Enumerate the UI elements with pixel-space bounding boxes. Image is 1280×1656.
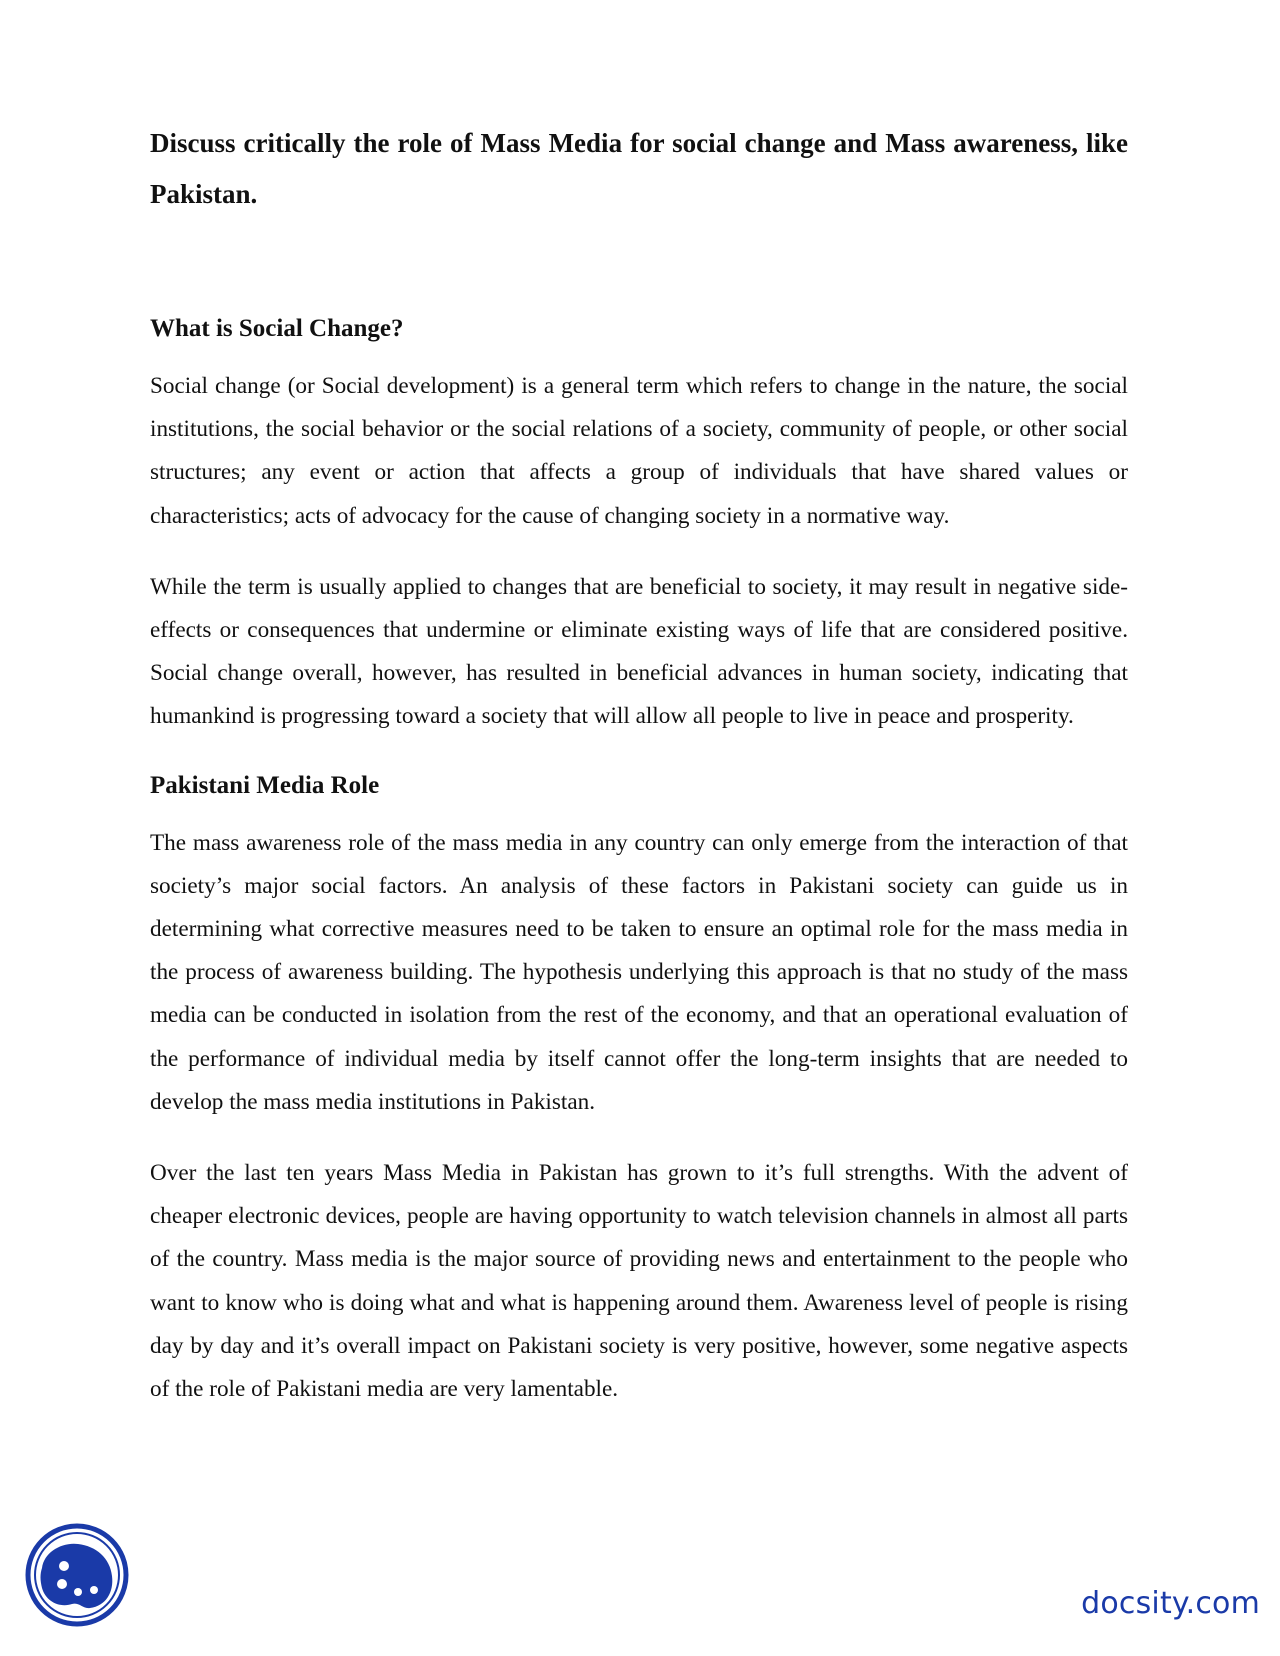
docsity-brand-text[interactable]: docsity.com [1081,1586,1260,1621]
document-title: Discuss critically the role of Mass Media for social change and Mass awareness, like Pakistan. [150,128,1128,209]
docsity-logo-icon[interactable] [24,1522,130,1628]
section-heading-pakistani-media-role: Pakistani Media Role [150,771,380,799]
paragraph-social-change-effects: While the term is usually applied to changes that are beneficial to society, it may result in negative side-effects or consequences that undermine or eliminate existing ways of life that are considered positive. Social change overall, however, has resulted in beneficial advances in human society, indicating that humankind is progressing toward a society that will allow all people to live in peace and prosperity. [150,573,1128,730]
paragraph-mass-awareness-role: The mass awareness role of the mass media in any country can only emerge from the interaction of that society’s major social factors. An analysis of these factors in Pakistani society can guide us in determining what corrective measures need to be taken to ensure an optimal role for the mass media in the process of awareness building. The hypothesis underlying this approach is that no study of the mass media can be conducted in isolation from the rest of the economy, and that an operational evaluation of the performance of individual media by itself cannot offer the long-term insights that are needed to develop the mass media institutions in Pakistan. [150,829,1128,1115]
paragraph-social-change-definition: Social change (or Social development) is a general term which refers to change in the nature, the social institutions, the social behavior or the social relations of a society, community of people, or other social structures; any event or action that affects a group of individuals that have shared values or characteristics; acts of advocacy for the cause of changing society in a normative way. [150,373,1128,529]
document-page [150,118,1128,1411]
docsity-logo-graphic [24,1522,130,1628]
section-heading-social-change: What is Social Change? [150,315,404,342]
paragraph-media-growth: Over the last ten years Mass Media in Pakistan has grown to it’s full strengths. With the advent of cheaper electronic devices, people are having opportunity to watch television channels in almost all parts of the country. Mass media is the major source of providing news and entertainment to the people who want to know who is doing what and what is happening around them. Awareness level of people is rising day by day and it’s overall impact on Pakistani society is very positive, however, some negative aspects of the role of Pakistani media are very lamentable. [150,1160,1128,1403]
